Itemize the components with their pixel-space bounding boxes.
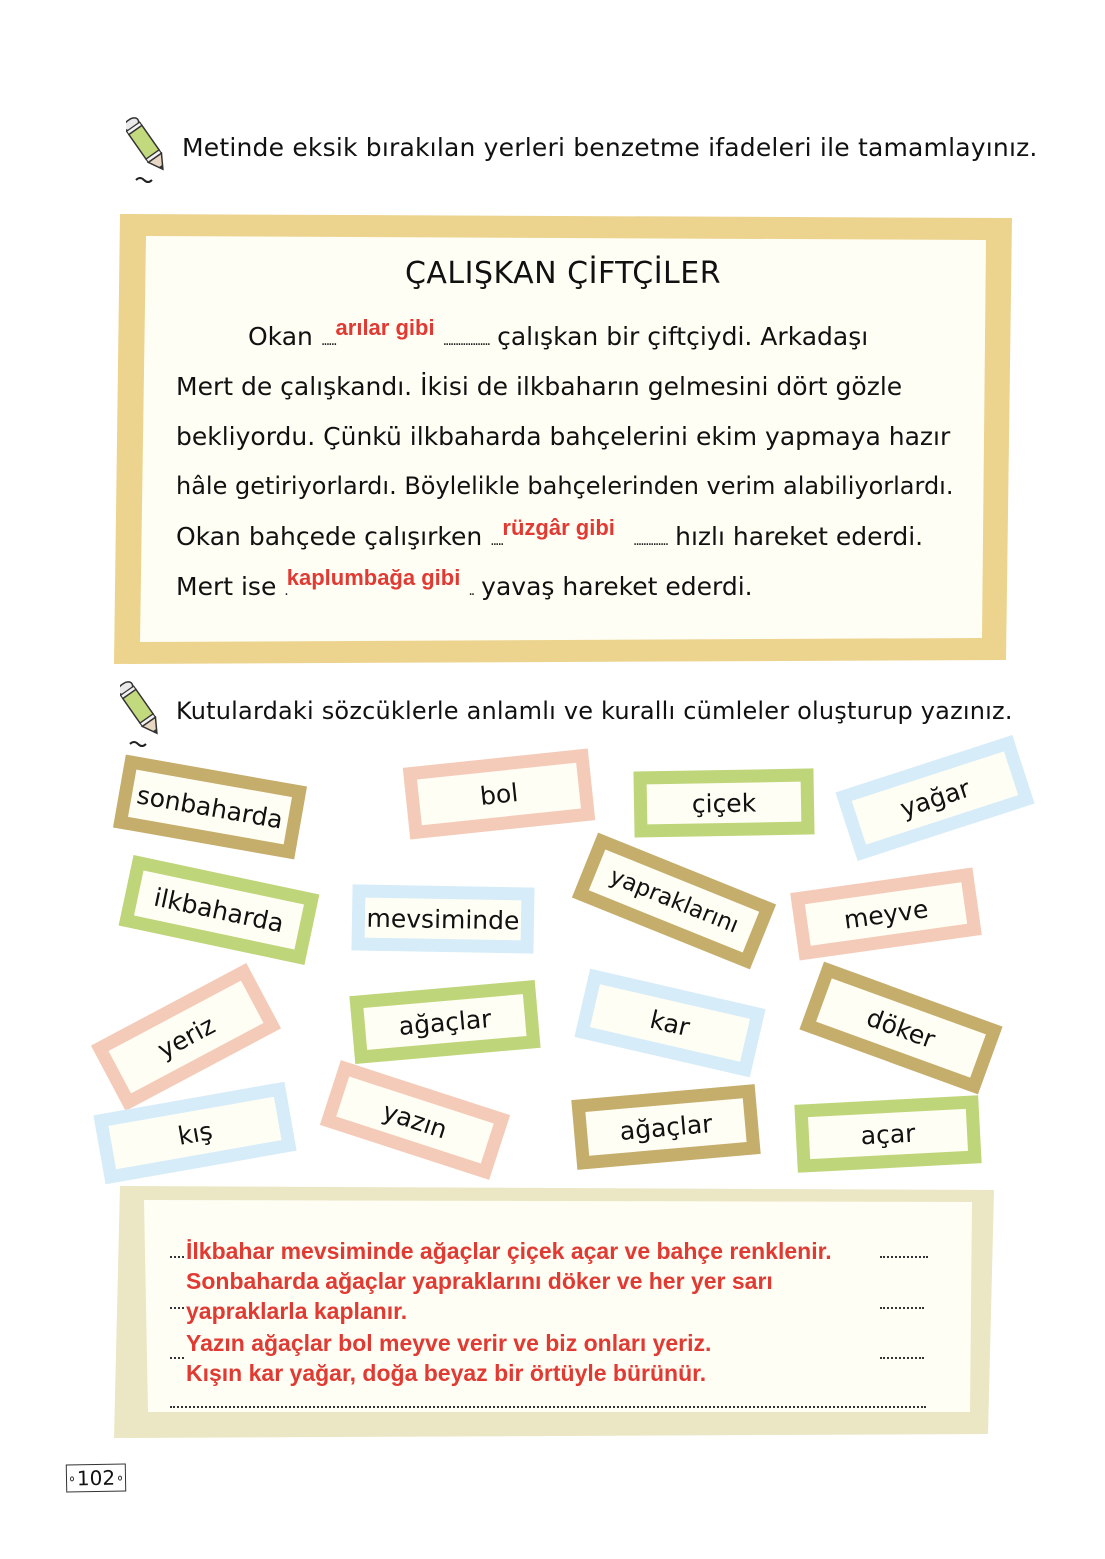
answer-blank-1[interactable]: arılar gibi	[335, 315, 435, 340]
word-card[interactable]: açar	[794, 1095, 981, 1173]
story-line-1: Okan ......arılar gibi................... çalışkan bir çiftçiydi. Arkadaşı	[248, 315, 869, 351]
story-title: ÇALIŞKAN ÇİFTÇİLER	[404, 256, 722, 291]
answer-sentence-5[interactable]: Kışın kar yağar, doğa beyaz bir örtüyle bürünür.	[186, 1360, 707, 1386]
pencil-icon	[126, 108, 170, 186]
screw-icon	[70, 1476, 74, 1481]
instruction-1	[126, 108, 1038, 186]
writing-line	[170, 1406, 926, 1408]
answer-sentence-1[interactable]: İlkbahar mevsiminde ağaçlar çiçek açar ve bahçe renklenir.	[186, 1238, 832, 1264]
story-line-5: Okan bahçede çalışırken .....rüzgâr gibi.............. hızlı hareket ederdi.	[176, 515, 924, 551]
instruction-text: Metinde eksik bırakılan yerleri benzetme ifadeleri ile tamamlayınız.	[182, 132, 1038, 162]
story-line-3: bekliyordu. Çünkü ilkbaharda bahçelerini ekim yapmaya hazır	[176, 422, 951, 451]
writing-line	[880, 1256, 928, 1258]
word-card[interactable]: ağaçlar	[349, 980, 540, 1064]
word-card[interactable]: yapraklarını	[572, 833, 776, 970]
word-card[interactable]: çiçek	[633, 768, 814, 837]
writing-line	[170, 1256, 184, 1258]
word-card[interactable]: mevsiminde	[351, 884, 534, 953]
writing-line	[170, 1307, 184, 1309]
word-card[interactable]: kar	[574, 969, 765, 1078]
answer-sentence-3[interactable]: yapraklarla kaplanır.	[186, 1298, 408, 1324]
word-card[interactable]: kış	[93, 1082, 296, 1185]
story-line-4: hâle getiriyorlardı. Böylelikle bahçelerinden verim alabiliyorlardı.	[176, 472, 954, 500]
story-line-2: Mert de çalışkandı. İkisi de ilkbaharın gelmesini dört gözle	[176, 372, 903, 401]
writing-line	[880, 1307, 924, 1309]
word-card[interactable]: bol	[403, 748, 596, 839]
page-number: 102	[66, 1463, 126, 1492]
word-card[interactable]: sonbaharda	[113, 755, 307, 860]
pencil-icon	[120, 672, 164, 750]
answer-blank-3[interactable]: kaplumbağa gibi	[286, 565, 461, 590]
word-card[interactable]: yazın	[320, 1060, 510, 1180]
story-frame	[114, 214, 1012, 664]
writing-line	[880, 1357, 924, 1359]
answer-sentence-2[interactable]: Sonbaharda ağaçlar yapraklarını döker ve her yer sarı	[186, 1268, 773, 1294]
word-card[interactable]: yeriz	[91, 963, 281, 1111]
instruction-2	[120, 672, 1013, 750]
word-card[interactable]: ilkbaharda	[119, 855, 320, 965]
word-card[interactable]: yağar	[835, 735, 1034, 861]
instruction-text: Kutulardaki sözcüklerle anlamlı ve kurallı cümleler oluşturup yazınız.	[176, 697, 1013, 725]
word-card[interactable]: meyve	[790, 868, 982, 961]
screw-icon	[118, 1475, 122, 1480]
writing-line	[170, 1357, 184, 1359]
word-card[interactable]: ağaçlar	[571, 1084, 760, 1170]
answer-blank-2[interactable]: rüzgâr gibi	[502, 515, 615, 540]
story-line-6: Mert ise .kaplumbağa gibi.. yavaş hareket ederdi.	[176, 565, 753, 601]
answer-sentence-4[interactable]: Yazın ağaçlar bol meyve verir ve biz onları yeriz.	[186, 1330, 712, 1356]
word-card[interactable]: döker	[799, 962, 1002, 1095]
